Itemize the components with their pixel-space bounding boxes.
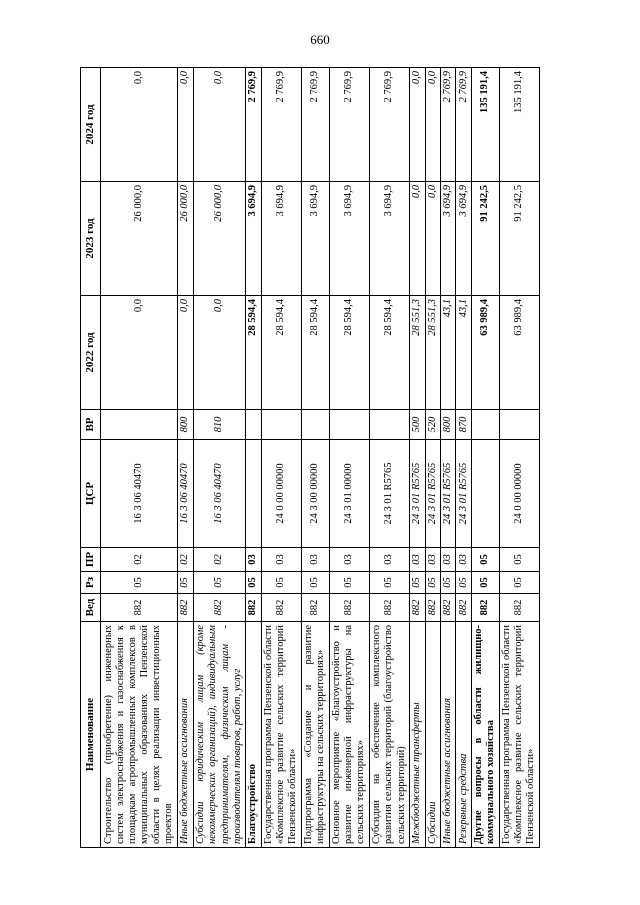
cell-name: Подпрограмма «Создание и развитие инфраструктуры на сельских территориях» [301,622,329,848]
cell-pr: 03 [329,548,369,572]
page-number: 660 [310,32,330,47]
cell-2023: 3 694,9 [329,182,369,296]
cell-ved: 882 [425,594,440,622]
cell-2023: 3 694,9 [246,182,261,296]
cell-name: Государственная программа Пензенской области «Комплексное развитие сельских территорий Пензенской области» [261,622,301,848]
cell-2024: 135 191,4 [471,68,499,182]
cell-ved: 882 [178,594,193,622]
header-vr: ВР [81,410,101,440]
cell-name: Строительство (приобретение) инженерных систем электроснабжения и газоснабжения к площадкам агропромышленных комплексов в муниципальных образованиях Пензенской области в целях реализации инвестиционных проектов [101,622,178,848]
cell-rz: 05 [456,572,471,594]
cell-csr: 24 3 01 00000 [329,440,369,548]
cell-2022: 28 594,4 [261,296,301,410]
cell-rz: 05 [369,572,409,594]
cell-pr: 05 [499,548,539,572]
cell-vr [499,410,539,440]
cell-vr [101,410,178,440]
cell-2023: 0,0 [425,182,440,296]
cell-2022: 0,0 [193,296,246,410]
cell-2023: 3 694,9 [301,182,329,296]
cell-rz: 05 [410,572,425,594]
cell-vr [329,410,369,440]
cell-rz: 05 [178,572,193,594]
cell-pr: 03 [261,548,301,572]
table-body [101,68,540,848]
cell-vr: 800 [178,410,193,440]
cell-ved: 882 [440,594,455,622]
cell-ved: 882 [499,594,539,622]
cell-ved: 882 [193,594,246,622]
cell-csr: 24 3 01 R5765 [410,440,425,548]
cell-vr [261,410,301,440]
cell-pr: 05 [471,548,499,572]
cell-csr: 16 3 06 40470 [101,440,178,548]
cell-rz: 05 [246,572,261,594]
cell-vr: 500 [410,410,425,440]
cell-2022: 0,0 [101,296,178,410]
cell-2024: 0,0 [101,68,178,182]
cell-2024: 2 769,9 [440,68,455,182]
cell-2023: 26 000,0 [178,182,193,296]
cell-2023: 91 242,5 [471,182,499,296]
cell-2024: 2 769,9 [246,68,261,182]
cell-pr: 03 [301,548,329,572]
cell-name: Субсидии юридическим лицам (кроме некоммерческих организаций), индивидуальным предпринимателям, физическим лицам - производителям товаров, работ, услуг [193,622,246,848]
cell-vr [301,410,329,440]
cell-vr [246,410,261,440]
cell-name: Иные бюджетные ассигнования [178,622,193,848]
cell-2022: 28 551,3 [410,296,425,410]
cell-2024: 0,0 [178,68,193,182]
cell-2022: 28 594,4 [329,296,369,410]
cell-vr: 800 [440,410,455,440]
cell-rz: 05 [440,572,455,594]
cell-name: Иные бюджетные ассигнования [440,622,455,848]
cell-pr: 03 [369,548,409,572]
cell-2022: 28 551,3 [425,296,440,410]
cell-name: Субсидии на обеспечение комплексного развития сельских территорий (благоустройство сельских территорий) [369,622,409,848]
budget-table-container [80,68,540,848]
cell-ved: 882 [329,594,369,622]
cell-2024: 2 769,9 [261,68,301,182]
cell-ved: 882 [101,594,178,622]
table-header-row [81,68,101,848]
cell-rz: 05 [471,572,499,594]
cell-rz: 05 [499,572,539,594]
cell-2023: 3 694,9 [261,182,301,296]
cell-2022: 43,1 [440,296,455,410]
cell-pr: 02 [193,548,246,572]
cell-2024: 2 769,9 [456,68,471,182]
cell-2022: 0,0 [178,296,193,410]
cell-rz: 05 [193,572,246,594]
cell-csr [471,440,499,548]
header-rz: Рз [81,572,101,594]
cell-rz: 05 [301,572,329,594]
cell-rz: 05 [329,572,369,594]
cell-csr: 24 0 00 00000 [499,440,539,548]
header-pr: ПР [81,548,101,572]
cell-2023: 91 242,5 [499,182,539,296]
table-row [499,68,539,848]
table-row [425,68,440,848]
cell-pr: 03 [456,548,471,572]
cell-rz: 05 [261,572,301,594]
header-2022: 2022 год [81,296,101,410]
cell-name: Благоустройство [246,622,261,848]
cell-name: Государственная программа Пензенской области «Комплексное развитие сельских территорий Пензенской области» [499,622,539,848]
cell-ved: 882 [261,594,301,622]
table-row [261,68,301,848]
cell-pr: 03 [425,548,440,572]
header-2024: 2024 год [81,68,101,182]
table-row [301,68,329,848]
table-row [178,68,193,848]
cell-pr: 03 [440,548,455,572]
cell-vr: 870 [456,410,471,440]
cell-name: Другие вопросы в области жилищно-коммунального хозяйства [471,622,499,848]
budget-table [80,67,540,848]
cell-ved: 882 [471,594,499,622]
cell-vr: 520 [425,410,440,440]
cell-pr: 03 [246,548,261,572]
cell-vr: 810 [193,410,246,440]
cell-2023: 0,0 [410,182,425,296]
cell-2022: 28 594,4 [301,296,329,410]
cell-2024: 2 769,9 [329,68,369,182]
cell-csr: 24 3 01 R5765 [425,440,440,548]
table-row [246,68,261,848]
cell-pr: 02 [101,548,178,572]
cell-2024: 0,0 [425,68,440,182]
cell-name: Межбюджетные трансферты [410,622,425,848]
cell-vr [471,410,499,440]
cell-name: Основное мероприятие «Благоустройство и развитие инженерной инфраструктуры на сельских территориях» [329,622,369,848]
table-row [456,68,471,848]
cell-csr: 24 3 01 R5765 [440,440,455,548]
cell-ved: 882 [410,594,425,622]
header-2023: 2023 год [81,182,101,296]
cell-csr [246,440,261,548]
header-ved: Вед [81,594,101,622]
table-row [440,68,455,848]
cell-2024: 2 769,9 [369,68,409,182]
header-csr: ЦСР [81,440,101,548]
cell-csr: 24 3 01 R5765 [369,440,409,548]
cell-2024: 2 769,9 [301,68,329,182]
cell-2023: 26 000,0 [101,182,178,296]
cell-pr: 02 [178,548,193,572]
cell-2023: 3 694,9 [369,182,409,296]
cell-2023: 3 694,9 [456,182,471,296]
cell-2023: 26 000,0 [193,182,246,296]
cell-2022: 28 594,4 [246,296,261,410]
table-row [471,68,499,848]
cell-2024: 0,0 [193,68,246,182]
cell-name: Резервные средства [456,622,471,848]
cell-2023: 3 694,9 [440,182,455,296]
cell-2022: 63 989,4 [471,296,499,410]
cell-pr: 03 [410,548,425,572]
table-row [369,68,409,848]
cell-2022: 43,1 [456,296,471,410]
cell-ved: 882 [246,594,261,622]
cell-rz: 05 [425,572,440,594]
header-name: Наименование [81,622,101,848]
cell-2024: 0,0 [410,68,425,182]
cell-csr: 16 3 06 40470 [193,440,246,548]
cell-ved: 882 [301,594,329,622]
cell-2024: 135 191,4 [499,68,539,182]
table-row [101,68,178,848]
table-row [329,68,369,848]
table-row [193,68,246,848]
cell-vr [369,410,409,440]
cell-name: Субсидии [425,622,440,848]
cell-ved: 882 [369,594,409,622]
cell-csr: 24 3 00 00000 [301,440,329,548]
cell-ved: 882 [456,594,471,622]
table-row [410,68,425,848]
cell-csr: 16 3 06 40470 [178,440,193,548]
cell-rz: 05 [101,572,178,594]
cell-csr: 24 3 01 R5765 [456,440,471,548]
cell-csr: 24 0 00 00000 [261,440,301,548]
cell-2022: 63 989,4 [499,296,539,410]
cell-2022: 28 594,4 [369,296,409,410]
